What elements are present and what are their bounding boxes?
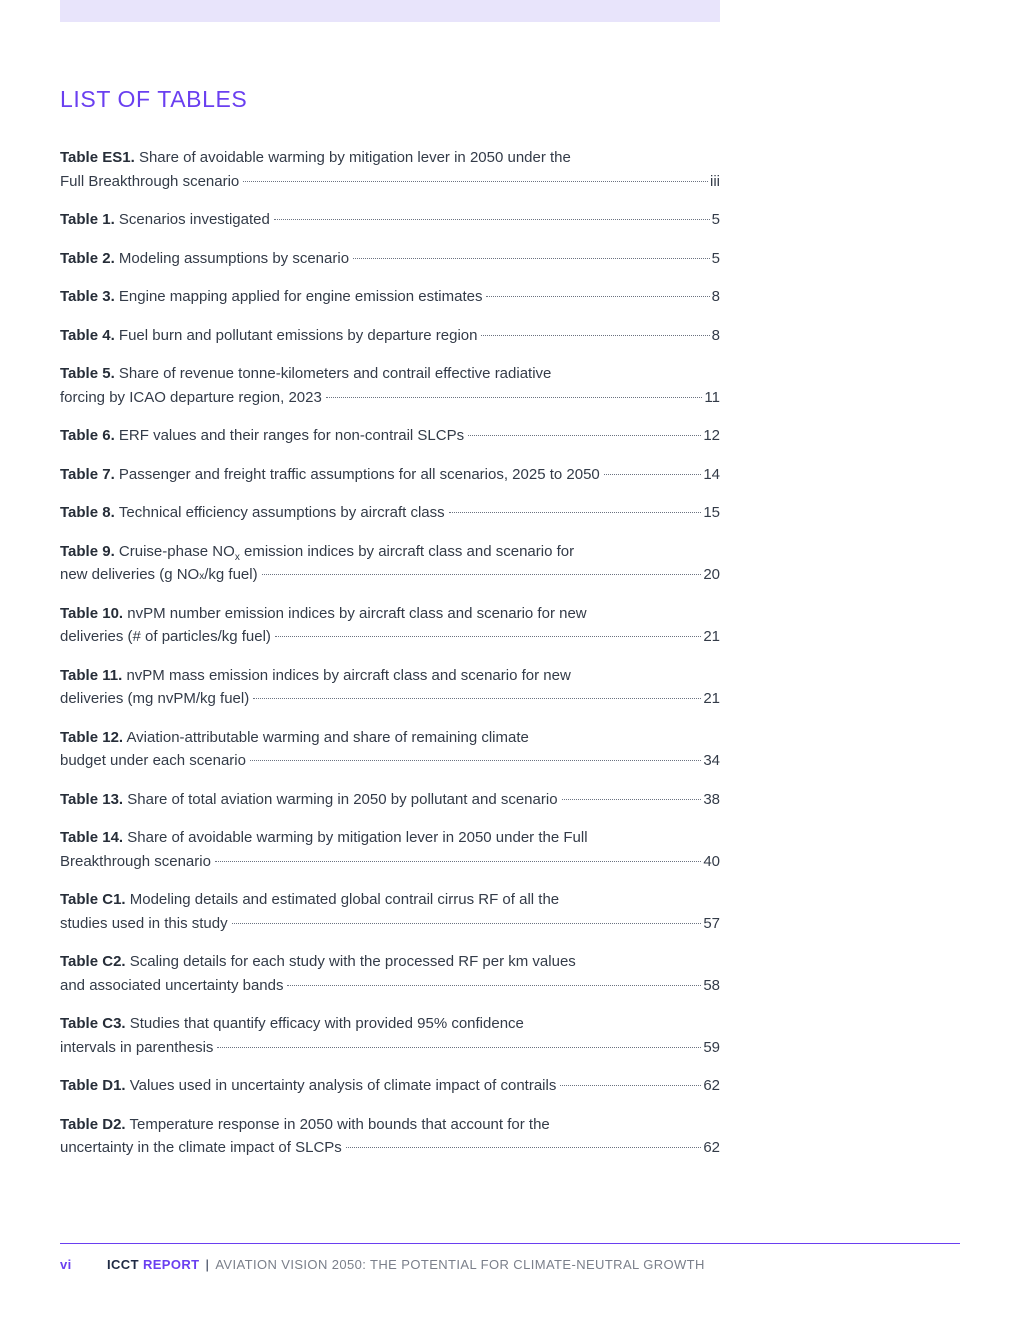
entry-title-cont: Breakthrough scenario — [60, 852, 211, 870]
dot-leader — [250, 760, 701, 761]
entry-page: 8 — [711, 288, 720, 305]
toc-entry-11[interactable] — [60, 664, 720, 711]
footer-org: ICCT — [107, 1257, 139, 1272]
dot-leader — [560, 1085, 701, 1086]
entry-page: 38 — [703, 790, 720, 808]
entry-title: Share of avoidable warming by mitigation lever in 2050 under the — [138, 149, 571, 166]
entry-title: Values used in uncertainty analysis of climate impact of contrails — [129, 1077, 557, 1094]
entry-page: 15 — [703, 504, 720, 521]
entry-page: 40 — [703, 852, 720, 870]
footer-report-label: REPORT — [142, 1257, 200, 1272]
entry-label: Table 2. — [60, 249, 115, 267]
entry-label: Table 8. — [60, 504, 115, 521]
entry-title: Share of revenue tonne-kilometers and contrail effective radiative — [118, 365, 552, 382]
entry-label: Table C1. — [60, 891, 126, 908]
entry-title: ERF values and their ranges for non-contrail SLCPs — [118, 427, 465, 444]
toc-entry-7[interactable] — [60, 463, 720, 487]
dot-leader — [562, 799, 702, 800]
entry-label: Table C3. — [60, 1015, 126, 1032]
dot-leader — [486, 296, 709, 297]
dot-leader — [346, 1147, 702, 1148]
entry-page: 59 — [703, 1038, 720, 1056]
entry-label: Table D2. — [60, 1115, 126, 1133]
entry-title: Passenger and freight traffic assumptions for all scenarios, 2025 to 2050 — [118, 465, 600, 483]
page-title: LIST OF TABLES — [60, 86, 248, 112]
dot-leader — [232, 923, 702, 924]
entry-title: Engine mapping applied for engine emission estimates — [118, 288, 483, 305]
entry-title: Share of avoidable warming by mitigation lever in 2050 under the Full — [127, 829, 588, 846]
toc-entry-es1[interactable] — [60, 146, 720, 193]
toc-entry-10[interactable] — [60, 602, 720, 649]
dot-leader — [468, 435, 701, 436]
toc-entry-8[interactable] — [60, 501, 720, 525]
toc-entry-c1[interactable] — [60, 888, 720, 935]
entry-title-cont: Full Breakthrough scenario — [60, 172, 240, 190]
dot-leader — [253, 698, 701, 699]
entry-title: Fuel burn and pollutant emissions by departure region — [118, 326, 478, 344]
entry-title-cont: budget under each scenario — [60, 752, 246, 769]
entry-title-cont: new deliveries (g NO — [60, 566, 200, 583]
entry-label: Table 10. — [60, 604, 124, 622]
dot-leader — [262, 574, 702, 575]
entry-title-cont-rest: /kg fuel) — [204, 566, 258, 583]
entry-label: Table 6. — [60, 427, 115, 444]
subscript: x — [234, 551, 240, 563]
toc-entry-13[interactable] — [60, 788, 720, 812]
entry-label: Table 12. — [60, 728, 124, 746]
entry-label: Table 5. — [60, 365, 115, 382]
entry-title-cont: and associated uncertainty bands — [60, 976, 284, 994]
entry-page: 14 — [703, 465, 720, 483]
toc-entry-5[interactable] — [60, 362, 720, 409]
entry-label: Table 4. — [60, 326, 115, 344]
entry-title: nvPM mass emission indices by aircraft class and scenario for new — [126, 666, 571, 684]
list-of-tables — [60, 146, 720, 1175]
entry-title: Scenarios investigated — [118, 211, 270, 228]
entry-label: Table D1. — [60, 1077, 126, 1094]
dot-leader — [274, 219, 710, 220]
page-number: vi — [60, 1257, 72, 1272]
entry-page: 11 — [704, 388, 720, 406]
entry-page: 57 — [703, 914, 720, 932]
toc-entry-12[interactable] — [60, 726, 720, 773]
entry-page: 21 — [703, 690, 720, 707]
entry-label: Table 7. — [60, 465, 115, 483]
entry-title: Aviation-attributable warming and share of remaining climate — [126, 728, 529, 746]
entry-title-rest: emission indices by aircraft class and scenario for — [239, 542, 575, 560]
entry-title-cont: deliveries (mg nvPM/kg fuel) — [60, 690, 250, 707]
entry-title: Temperature response in 2050 with bounds that account for the — [129, 1115, 550, 1133]
entry-title: Share of total aviation warming in 2050 by pollutant and scenario — [127, 790, 558, 808]
toc-entry-c2[interactable] — [60, 950, 720, 997]
entry-title: Scaling details for each study with the processed RF per km values — [129, 953, 576, 970]
entry-page: 21 — [703, 628, 720, 645]
entry-page: iii — [710, 172, 720, 190]
entry-label: Table 9. — [60, 542, 115, 560]
toc-entry-2[interactable] — [60, 247, 720, 271]
entry-page: 58 — [703, 976, 720, 994]
entry-title: Technical efficiency assumptions by aircraft class — [118, 504, 445, 521]
entry-title-cont: intervals in parenthesis — [60, 1038, 214, 1056]
toc-entry-3[interactable] — [60, 285, 720, 309]
entry-page: 8 — [711, 326, 720, 344]
entry-page: 12 — [703, 427, 720, 444]
toc-entry-c3[interactable] — [60, 1012, 720, 1059]
toc-entry-14[interactable] — [60, 826, 720, 873]
dot-leader — [217, 1047, 701, 1048]
entry-page: 20 — [703, 566, 720, 583]
entry-label: Table 14. — [60, 829, 124, 846]
entry-title: Modeling details and estimated global contrail cirrus RF of all the — [129, 891, 560, 908]
entry-page: 62 — [703, 1139, 720, 1156]
entry-label: Table 13. — [60, 790, 124, 808]
header-band — [60, 0, 720, 22]
entry-page: 5 — [711, 249, 720, 267]
dot-leader — [287, 985, 701, 986]
entry-label: Table C2. — [60, 953, 126, 970]
dot-leader — [353, 258, 710, 259]
dot-leader — [481, 335, 709, 336]
dot-leader — [243, 181, 708, 182]
toc-entry-6[interactable] — [60, 424, 720, 448]
toc-entry-9[interactable]: Table 9. Cruise-phase $NO_x$ emission indices by aircraft class and scenario for new deliveries (g NO x /kg fuel) 20 — [60, 540, 720, 587]
entry-label: Table 3. — [60, 288, 115, 305]
dot-leader — [449, 512, 702, 513]
dot-leader — [604, 474, 702, 475]
toc-entry-1[interactable] — [60, 208, 720, 232]
entry-page: 34 — [703, 752, 720, 769]
entry-title-cont: deliveries (# of particles/kg fuel) — [60, 628, 271, 645]
dot-leader — [215, 861, 701, 862]
page-footer — [60, 1257, 705, 1272]
entry-title: Modeling assumptions by scenario — [118, 249, 350, 267]
entry-label: Table 11. — [60, 666, 123, 684]
entry-title-cont: forcing by ICAO departure region, 2023 — [60, 388, 322, 406]
entry-label: Table ES1. — [60, 149, 135, 166]
dot-leader — [275, 636, 701, 637]
entry-title: nvPM number emission indices by aircraft class and scenario for new — [127, 604, 587, 622]
dot-leader — [326, 397, 703, 398]
entry-title: Cruise-phase NO — [118, 542, 235, 560]
entry-title: Studies that quantify efficacy with provided 95% confidence — [129, 1015, 524, 1032]
entry-page: 62 — [703, 1077, 720, 1094]
toc-entry-d2[interactable] — [60, 1113, 720, 1160]
footer-divider — [60, 1243, 960, 1244]
entry-title-cont: studies used in this study — [60, 914, 228, 932]
footer-report-title: AVIATION VISION 2050: THE POTENTIAL FOR CLIMATE-NEUTRAL GROWTH — [215, 1257, 705, 1272]
entry-label: Table 1. — [60, 211, 115, 228]
toc-entry-4[interactable] — [60, 324, 720, 348]
entry-title-cont: uncertainty in the climate impact of SLCPs — [60, 1139, 342, 1156]
footer-separator: | — [205, 1257, 210, 1272]
toc-entry-d1[interactable] — [60, 1074, 720, 1098]
entry-page: 5 — [711, 211, 720, 228]
